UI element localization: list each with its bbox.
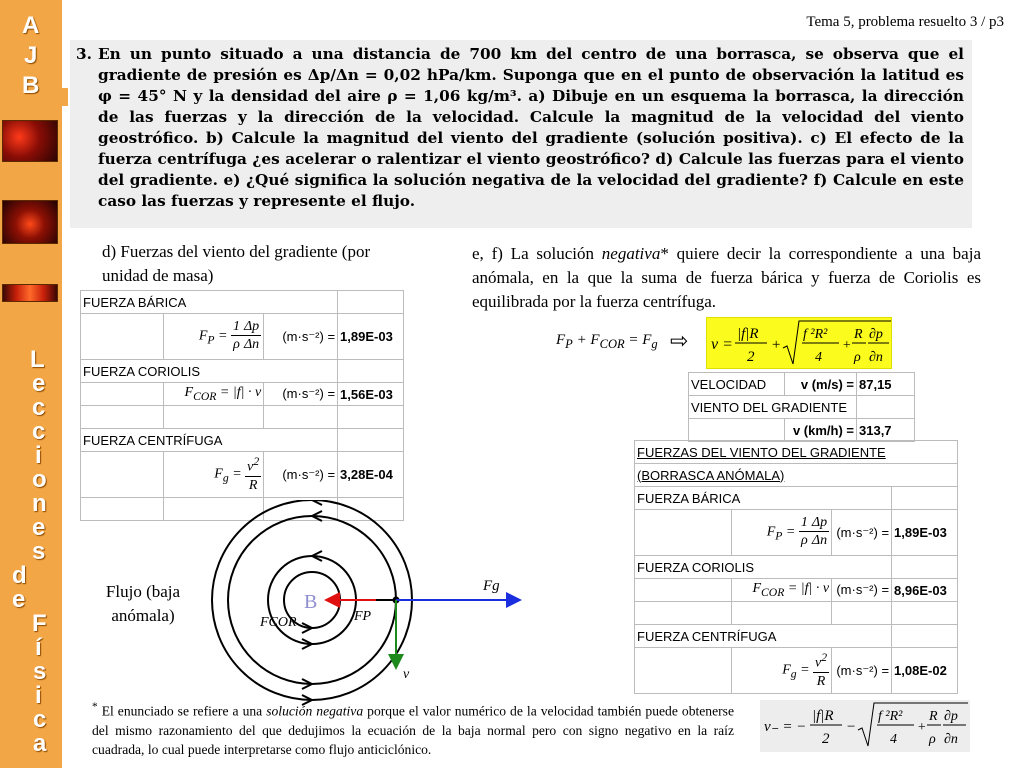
svg-text:|f|R: |f|R	[812, 708, 834, 724]
svg-text:+: +	[842, 338, 852, 353]
section-ef-text	[472, 242, 981, 314]
gradient-wind-label: VIENTO DEL GRADIENTE	[689, 396, 857, 419]
svg-text:v =: v =	[711, 336, 733, 353]
sidebar-letter: c	[32, 394, 46, 421]
svg-text:v₋ = −: v₋ = −	[764, 719, 807, 735]
table-row	[635, 579, 958, 602]
table-row	[689, 396, 915, 419]
formula-centrifugal: $F_g$ = $\frac{v^2}{R}$	[732, 648, 832, 694]
negative-velocity-formula	[760, 700, 970, 752]
sidebar-letter: c	[32, 418, 46, 445]
sidebar-letter: A	[22, 12, 40, 39]
formula-coriolis: $F_{COR} = |f| \cdot v$	[164, 383, 264, 406]
table-row	[635, 487, 958, 510]
sidebar-letter: e	[32, 370, 46, 397]
svg-text:2: 2	[822, 731, 830, 747]
section-ef-emphasis: negativa	[601, 244, 661, 263]
table-row	[81, 429, 404, 452]
anomalous-low-flow-diagram	[200, 500, 540, 710]
caption-baric-force: FUERZA BÁRICA	[81, 291, 338, 314]
unit-label: (m·s⁻²) =	[832, 510, 892, 556]
sidebar-letter: c	[33, 706, 47, 733]
svg-text:2: 2	[747, 349, 755, 365]
label-fg: Fg	[483, 578, 500, 594]
sidebar-letter: s	[32, 538, 46, 565]
svg-text:+: +	[917, 720, 927, 735]
table-row	[635, 510, 958, 556]
balance-equation: $F_P + F_{COR} = F_g$	[556, 332, 658, 351]
svg-text:ρ: ρ	[929, 732, 936, 747]
sidebar-letter: J	[24, 42, 38, 69]
svg-text:4: 4	[890, 732, 897, 747]
svg-text:ρ: ρ	[854, 350, 861, 365]
label-v: v	[403, 667, 410, 682]
footnote	[92, 698, 734, 759]
sidebar-letter: e	[12, 586, 26, 613]
value-coriolis: 1,56E-03	[338, 383, 404, 406]
sidebar-letter: i	[35, 442, 42, 469]
section-ef-post: * quiere decir la correspondiente a una baja anómala, en la que la suma de fuerza bárica y fuerza de Coriolis es equilibrada por la fuerza centrífuga.	[472, 244, 981, 311]
velocity-formula	[706, 317, 892, 369]
sidebar-letter: a	[33, 730, 47, 757]
sidebar-letter: o	[32, 466, 47, 493]
svg-text:f ²R²: f ²R²	[803, 327, 828, 342]
svg-text:∂n: ∂n	[944, 732, 958, 747]
unit-label: (m·s⁻²) =	[832, 648, 892, 694]
value-baric: 1,89E-03	[338, 314, 404, 360]
low-center-label: B	[304, 591, 318, 613]
thumbnail-image	[2, 120, 58, 162]
table-row	[689, 419, 915, 442]
svg-text:|f|R: |f|R	[737, 326, 759, 342]
sidebar-letter: d	[12, 562, 27, 589]
formula-baric: $F_P$ = $\frac{1}{\rho}$ $\frac{\Delta p}{\Delta n}$	[164, 314, 264, 360]
value-centrifugal: 1,08E-02	[892, 648, 958, 694]
table-row	[635, 464, 958, 487]
velocity-label: VELOCIDAD	[689, 373, 785, 396]
svg-text:R: R	[929, 709, 938, 724]
table-row	[81, 452, 404, 498]
problem-statement	[70, 40, 972, 228]
svg-text:∂p: ∂p	[944, 709, 958, 724]
sidebar-letter: L	[30, 346, 45, 373]
svg-text:+: +	[771, 337, 782, 353]
unit-label: (m·s⁻²) =	[264, 314, 338, 360]
svg-text:4: 4	[815, 350, 822, 365]
svg-text:f ²R²: f ²R²	[878, 709, 903, 724]
section-ef-pre: e, f) La solución	[472, 244, 602, 263]
svg-text:−: −	[846, 719, 857, 735]
sidebar-letter: B	[22, 72, 40, 99]
sidebar-letter: í	[35, 634, 42, 661]
velocity-ms-value: 87,15	[857, 373, 915, 396]
unit-label: (m·s⁻²) =	[264, 383, 338, 406]
table-row	[635, 556, 958, 579]
value-coriolis: 8,96E-03	[892, 579, 958, 602]
value-centrifugal: 3,28E-04	[338, 452, 404, 498]
svg-text:R: R	[854, 327, 863, 342]
table-row	[81, 291, 404, 314]
thumbnail-image	[2, 200, 58, 244]
sidebar-letter: s	[33, 658, 47, 685]
problem-number: 3.	[76, 45, 92, 63]
anomalous-forces-table	[634, 440, 958, 694]
caption-centrifugal-force: FUERZA CENTRÍFUGA	[81, 429, 338, 452]
unit-label: v (km/h) =	[785, 419, 857, 442]
table-row	[635, 625, 958, 648]
section-d-heading: d) Fuerzas del viento del gradiente (por unidad de masa)	[102, 242, 371, 285]
footnote-post: porque el valor numérico de la velocidad también puede obtenerse del mismo razonamiento del que dedujimos la ecuación de la baja normal pero con signo negativo en la raíz cuadrada, lo cual puede interpretarse como flujo anticiclónico.	[92, 703, 734, 757]
sidebar-letter: i	[35, 682, 42, 709]
footnote-star: *	[92, 701, 98, 713]
formula-coriolis: $F_{COR} = |f| \cdot v$	[732, 579, 832, 602]
sidebar-letter: n	[32, 490, 47, 517]
table-row	[689, 373, 915, 396]
table-row	[635, 648, 958, 694]
caption-centrifugal-force: FUERZA CENTRÍFUGA	[635, 625, 892, 648]
table-row	[81, 383, 404, 406]
label-fp: FP	[354, 609, 372, 624]
formula-baric: $F_P$ = $\frac{1}{\rho}$ $\frac{\Delta p}{\Delta n}$	[732, 510, 832, 556]
velocity-kmh-value: 313,7	[857, 419, 915, 442]
table-subtitle: (BORRASCA ANÓMALA)	[635, 464, 958, 487]
footnote-emphasis: solución negativa	[266, 703, 364, 719]
unit-label: (m·s⁻²) =	[264, 452, 338, 498]
thumbnail-image	[2, 284, 58, 302]
caption-coriolis-force: FUERZA CORIOLIS	[81, 360, 338, 383]
sidebar	[0, 0, 62, 768]
label-fcor: FCOR	[260, 615, 297, 630]
sidebar-letter: F	[32, 610, 47, 637]
implies-arrow-icon: ⇨	[670, 328, 689, 353]
caption-baric-force: FUERZA BÁRICA	[635, 487, 892, 510]
forces-table	[80, 290, 404, 521]
table-row	[635, 441, 958, 464]
problem-text: En un punto situado a una distancia de 700 km del centro de una borrasca, se observa que el gradiente de presión es Δp/Δn = 0,02 hPa/km. Suponga que en el punto de observación la latitud es φ = 45° N y la densidad del aire ρ = 1,06 kg/m³. a) Dibuje en un esquema la borrasca, la dirección de las fuerzas y la dirección de la velocidad. Calcule la magnitud de la velocidad del viento geostrófico. b) Calcule la magnitud del viento del gradiente (solución positiva). c) El efecto de la fuerza centrífuga ¿es acelerar o ralentizar el viento geostrófico? d) Calcule las fuerzas para el viento del gradiente. e) ¿Qué significa la solución negativa de la velocidad del gradiente? f) Calcule en este caso las fuerzas y represente el flujo.	[98, 45, 964, 210]
page-number: Tema 5, problema resuelto 3 / p3	[806, 14, 1004, 30]
svg-text:∂p: ∂p	[869, 327, 883, 342]
table-title: FUERZAS DEL VIENTO DEL GRADIENTE	[635, 441, 958, 464]
flow-caption: Flujo (baja anómala)	[105, 582, 181, 625]
svg-text:∂n: ∂n	[869, 350, 883, 365]
unit-label: v (m/s) =	[785, 373, 857, 396]
sidebar-letter: e	[32, 514, 46, 541]
table-row	[81, 360, 404, 383]
caption-coriolis-force: FUERZA CORIOLIS	[635, 556, 892, 579]
formula-centrifugal: $F_g$ = $\frac{v^2}{R}$	[164, 452, 264, 498]
sidebar-tab	[60, 88, 68, 106]
unit-label: (m·s⁻²) =	[832, 579, 892, 602]
footnote-pre: El enunciado se refiere a una	[97, 703, 267, 719]
velocity-table	[688, 372, 915, 442]
value-baric: 1,89E-03	[892, 510, 958, 556]
table-row	[81, 314, 404, 360]
